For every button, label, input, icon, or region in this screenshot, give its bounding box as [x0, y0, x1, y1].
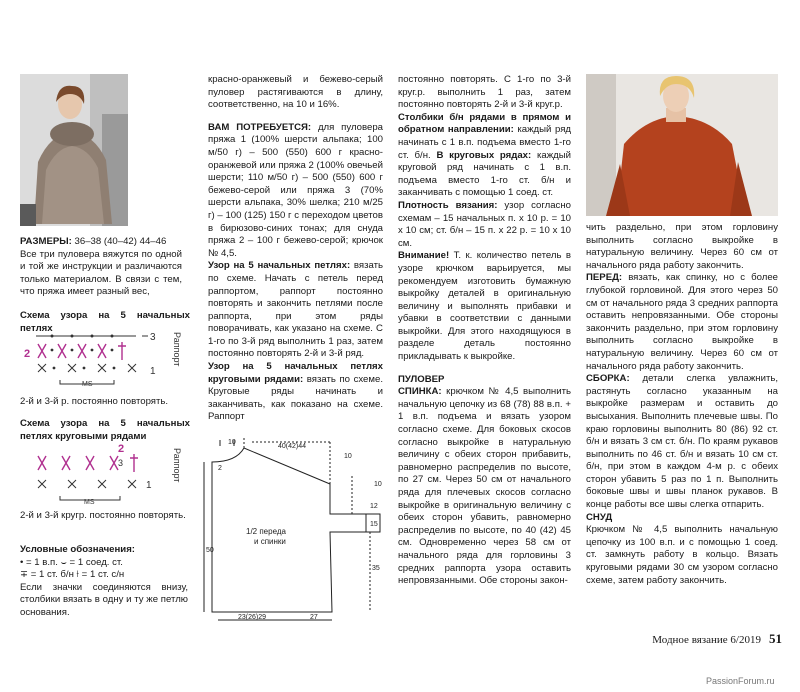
schematic-label-1: 1/2 переда [246, 527, 286, 536]
dim-40: 40(42)44 [278, 443, 307, 450]
scheme2-row3-label: 3 [118, 458, 124, 468]
scheme2-title [20, 418, 190, 443]
circ-paragraph [208, 361, 383, 424]
pattern-paragraph [208, 260, 383, 361]
column-1 [20, 236, 182, 299]
front-paragraph [586, 272, 778, 373]
assembly-paragraph [586, 373, 778, 512]
attention-paragraph [398, 250, 571, 363]
dim-35: 35 [372, 565, 380, 572]
sc-circ-text: каждый круговой ряд начинать с 1 в.п. подъема вместо 1-го ст. б/н и заканчивать с помощью 1 соед. ст. [398, 149, 571, 199]
scheme1-row3-label: 3 [150, 332, 156, 343]
attention-label: Внимание! [398, 250, 450, 262]
need-text: для пуловера пряжа 1 (100% шерсти альпака; 100 м/50 г) – 500 (550) 600 г красно-оранжевой или пряжа 2 (100% овечьей шерсти; 110 м/50 г) – 500 (550) 600 г бежево-серой или пряжа 3 (70% шерсти альпака, 30% шелка; 210 м/25 г) – 100 (125) 150 г с переходом цветов в бирюзово-синих тонах; для снуда пряжа 2 – 100 г бежево-серой; крючок № 4,5. [208, 121, 383, 259]
density-text: узор согласно схемам – 15 начальных п. х 10 р. = 10 х 10 см; ст. б/н – 15 п. х 22 р. = 10 х 10 см. [398, 199, 571, 249]
watermark: PassionForum.ru [706, 676, 775, 686]
scheme1-row2-label: 2 [24, 348, 31, 360]
need-label: ВАМ ПОТРЕБУЕТСЯ: [208, 121, 312, 133]
col4-top-text: чить раздельно, при этом горловину выполнить согласно выкройке в натуральную величину. Через 60 см от начального ряда работу закончить. [586, 222, 778, 271]
sc-circ-label: В круговых рядах: [436, 149, 532, 161]
back-paragraph [398, 386, 571, 588]
page-number: 51 [769, 631, 782, 646]
assembly-label: СБОРКА: [586, 373, 630, 385]
legend-text: Если значки соединяются внизу, столбики вязать в одну и ту же петлю основания. [20, 581, 188, 618]
scheme2-note-text: 2-й и 3-й кругр. постоянно повторять. [20, 510, 186, 521]
scheme1-note [20, 396, 190, 409]
sc-text: каждый ряд начинать с 1 в.п. подъема вместо 1-го ст. б/н. [398, 124, 571, 161]
sizes-line [20, 236, 182, 249]
back-label: СПИНКА: [398, 386, 442, 398]
dim-27: 27 [310, 614, 318, 621]
col2-top-text: красно-оранжевый и бежево-серый пуловер растягиваются в длину, соответственно, на 10 и 16%. [208, 74, 383, 111]
scheme2-rapport-label: Раппорт [172, 448, 182, 483]
sc-label: Столбики б/н рядами в прямом и обратном направлении: [398, 111, 571, 136]
density-paragraph [398, 200, 571, 250]
scheme1-row1-label: 1 [150, 366, 156, 377]
dim-50: 50 [206, 547, 214, 554]
sizes-label: РАЗМЕРЫ: [20, 236, 72, 247]
scheme1-ms-label: MS [82, 381, 93, 388]
column-3 [398, 74, 571, 588]
legend-title: Условные обозначения: [20, 544, 135, 555]
scheme1-title-text: Схема узора на 5 начальных петлях [20, 310, 190, 334]
column-2 [208, 74, 383, 424]
pattern-text: вязать по схеме. Начать с петель перед раппортом, раппорт постоянно повторять и закончить петлями после раппорта, при этом ряды поворачивать, как указано на схеме. С 1-го по 3-й ряд выполнить 1 раз, затем постоянно повторять 2-й и 3-й ряд. [208, 260, 384, 360]
photo-right-model [586, 74, 778, 216]
assembly-text: детали слегка увлажнить, растянуть согласно указанным на выкройке размерам и оставить до высыхания. Выполнить плечевые швы. По краю горловины выполнить 80 (86) 92 ст. б/н и вязать 3 см ст. б/н. По краям рукавов выполнить по 46 ст. б/н и вязать 10 см ст. б/н, при этом в каждом 4-м р. с обеих сторон убавить 5 раз по 1 п. Выполнить боковые швы и швы планок рукавов. В конце работы все швы слегка отпарить. [586, 373, 778, 511]
pullover-title: ПУЛОВЕР [398, 373, 445, 385]
pattern-label: Узор на 5 начальных петлях: [208, 260, 351, 272]
dim-10: 10 [228, 439, 236, 446]
legend-block [20, 544, 188, 620]
scheme2-note [20, 510, 190, 523]
sc-paragraph [398, 112, 571, 200]
circ-text: вязать по схеме. Круговые ряды начинать и заканчивать, как показано на схеме. Раппорт [208, 373, 383, 423]
front-text: вязать, как спинку, но с более глубокой горловиной. Для этого через 50 см от начального ряда 3 средних раппорта оставить непровязанными. Обе стороны закончить раздельно, при этом горловину выполнить согласно выкройке в натуральную величину. Через 60 см от начального ряда работу закончить. [586, 272, 778, 372]
need-paragraph [208, 122, 383, 261]
density-label: Плотность вязания: [398, 199, 498, 211]
scheme1-note-text: 2-й и 3-й р. постоянно повторять. [20, 396, 169, 407]
front-label: ПЕРЕД: [586, 272, 623, 284]
col3-top-text: постоянно повторять. С 1-го по 3-й круг.р. выполнить 1 раз, затем постоянно повторять 2-й и 3-й круг.р. [398, 74, 571, 111]
snood-text: Крючком № 4,5 выполнить начальную цепочку из 100 в.п. и с помощью 1 соед. ст. замкнуть работу в кольцо. Вязать круговыми рядами 30 см узором согласно схеме, затем работу закончить. [586, 524, 778, 586]
scheme1-rapport-label: Раппорт [172, 332, 182, 367]
schematic-label-2: и спинки [254, 537, 286, 546]
snood-title: СНУД [586, 511, 613, 523]
photo-left-model [20, 74, 128, 226]
scheme2-row1-label: 1 [146, 480, 152, 491]
pattern-schematic [200, 436, 390, 626]
dim-10b: 10 [344, 453, 352, 460]
dim-15: 15 [370, 521, 378, 528]
page-footer [612, 630, 782, 648]
dim-23: 23(26)29 [238, 614, 267, 621]
attention-text: Т. к. количество петель в узоре крючком варьируется, мы рекомендуем изготовить бумажную выкройку деталей в оригинальную величину и выполнять прибавки и убавки в соответствии с данными выкройки. Для этого находящуюся в разделе деталь постоянно прикладывать к выкройке. [398, 250, 571, 363]
scheme2-diagram [24, 444, 194, 504]
legend-line-1: • = 1 в.п. ⌣ = 1 соед. ст. [20, 556, 123, 568]
dim-12: 12 [370, 503, 378, 510]
magazine-title: Модное вязание 6/2019 [652, 634, 761, 646]
column-4 [586, 222, 778, 587]
sizes-value: 36–38 (40–42) 44–46 [71, 236, 167, 247]
dim-2: 2 [218, 465, 222, 472]
scheme2-ms-label: MS [84, 499, 95, 504]
scheme1-diagram [24, 324, 194, 388]
scheme2-row2-label: 2 [118, 444, 125, 455]
dim-10c: 10 [374, 481, 382, 488]
intro-text: Все три пуловера вяжутся по одной и той же инструкции и различаются только материалом. В связи с тем, что пряжа имеет разный вес, [20, 248, 182, 298]
scheme2-title-text: Схема узора на 5 начальных петлях круговыми рядами [20, 418, 190, 442]
circ-label: Узор на 5 начальных петлях круговыми рядами: [208, 361, 383, 385]
back-text: крючком № 4,5 выполнить начальную цепочку из 68 (78) 88 в.п. + 1 в.п. подъема и вязать узором согласно схеме. Для боковых скосов согласно выкройке в натуральную величину с обеих сторон прибавить, равномерно распределив по высоте, по 27 см. Через 50 см от начального ряда для плечевых скосов согласно выкройке в оригинальную величину с обеих сторон убавить, равномерно распределив по высоте, по 40 (42) 45 см. Одновременно через 58 см от начального ряда для горловины 3 средних раппорта узора оставить непровязанными. Обе стороны закон- [398, 386, 571, 587]
legend-line-2: ∓ = 1 ст. б/н ⟊ = 1 ст. с/н [20, 569, 125, 581]
